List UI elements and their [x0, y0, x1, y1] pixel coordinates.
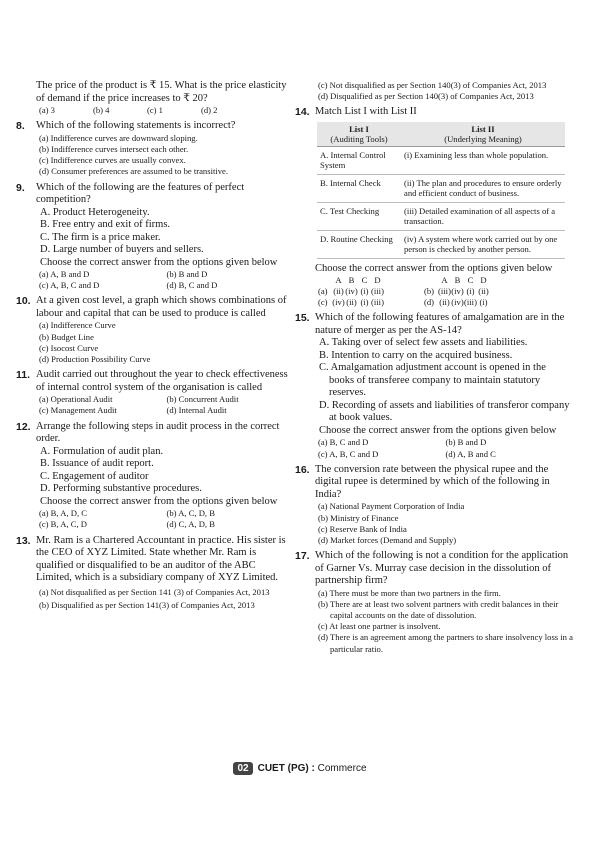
option-d: (d) Production Possibility Curve [39, 354, 151, 365]
option-b: (b) Indifference curves intersect each other. [39, 143, 189, 154]
option-b: (b) A, C, D, B [166, 508, 215, 519]
option-b: (b) Disqualified as per Section 141(3) of Companies Act, 2013 [39, 599, 255, 610]
option-c: (c) Management Audit [39, 405, 117, 416]
subject-label: Commerce [317, 763, 367, 774]
option-b: (b) B and D [445, 437, 487, 448]
option-d: (d) C, A, D, B [166, 519, 215, 530]
statement-b: B. Issuance of audit report. [40, 458, 154, 470]
options [39, 508, 294, 530]
option-d: (d) B, C and D [166, 280, 218, 291]
instruction: Choose the correct answer from the options given below [40, 495, 278, 507]
options [318, 437, 573, 459]
page-number-badge: 02 [233, 762, 252, 775]
question-14 [295, 106, 573, 308]
option-c: (c) Isocost Curve [39, 342, 99, 353]
option-a: (a) 3 [39, 105, 55, 115]
question-number: 17. [295, 550, 310, 563]
question-12 [16, 420, 294, 531]
question-number: 9. [16, 181, 25, 194]
option-d: (d) There is an agreement among the partners to share insolvency loss in a particular ratio. [318, 632, 573, 654]
question-text: The price of the product is ₹ 15. What is the price elasticity of demand if the price increases to ₹ 20? [36, 80, 287, 104]
option-c: (c) 1 [147, 105, 163, 115]
option-d: (d) A, B and C [445, 448, 496, 459]
option-a: (a) B, C and D [318, 437, 369, 448]
option-d: (d) 2 [201, 105, 218, 115]
question-number: 16. [295, 463, 310, 476]
question-text: At a given cost level, a graph which shows combinations of labour and capital that can be used to produce is called [36, 295, 287, 319]
option-a: (a) Operational Audit [39, 394, 113, 405]
option-d: (d) Internal Audit [166, 405, 227, 416]
option-b: (b) 4 [93, 105, 110, 115]
question-number: 10. [16, 295, 31, 308]
statement-d: D. Large number of buyers and sellers. [40, 244, 204, 256]
table-row: D. Routine Checking (iv) A system where work carried out by one person is checked by another person. [317, 230, 565, 258]
question-10 [16, 295, 294, 365]
option-c: (c) Indifference curves are usually convex. [39, 155, 186, 166]
codes-header: A B C D A B C D [335, 275, 487, 286]
option-a: (a) A, B and D [39, 269, 90, 280]
question-text: Which of the following are the features of perfect competition? [36, 181, 245, 206]
question-9 [16, 181, 294, 292]
question-8 [16, 120, 294, 177]
option-b: (b) Concurrent Audit [166, 394, 239, 405]
option-b: (b) There are at least two solvent partners with credit balances in their capital accounts on the date of dissolution. [318, 598, 559, 621]
statement-d: D. Recording of assets and liabilities of transferor company at book values. [319, 399, 570, 424]
option-c: (c) A, B, C and D [318, 448, 379, 459]
answer-codes [318, 275, 573, 308]
option-d: (d) Market forces (Demand and Supply) [318, 534, 457, 545]
question-text: Which of the following statements is incorrect? [36, 120, 236, 132]
question-text: Audit carried out throughout the year to check effectiveness of internal control system of the organisation is called [36, 369, 288, 393]
right-column [295, 80, 573, 659]
instruction: Choose the correct answer from the options given below [319, 424, 557, 436]
codes-row-2: (c) (iv) (ii) (i) (iii) (d) (ii) (iv) (iii) (i) [318, 297, 488, 308]
question-7-continued [36, 80, 294, 116]
question-text: Which of the following features of amalgamation are in the nature of merger as per the AS-14? [315, 312, 565, 336]
statement-b: B. Free entry and exit of firms. [40, 219, 171, 231]
table-row: B. Internal Check (ii) The plan and procedures to ensure orderly and efficient conduct of business. [317, 174, 565, 202]
instruction: Choose the correct answer from the options given below [40, 256, 278, 268]
option-b: (b) [424, 286, 435, 297]
option-a: (a) B, A, D, C [39, 508, 87, 519]
question-13 [16, 534, 294, 611]
question-number: 13. [16, 534, 31, 547]
option-a: (a) Indifference curves are downward sloping. [39, 132, 198, 143]
statement-a: A. Product Heterogeneity. [40, 206, 150, 218]
list-1-header: List I (Auditing Tools) [317, 122, 401, 147]
question-number: 12. [16, 420, 31, 433]
option-c: (c) A, B, C and D [39, 280, 100, 291]
question-text: The conversion rate between the physical rupee and the digital rupee is determined by which of the following in India? [315, 463, 550, 500]
question-text: Which of the following is not a condition for the application of Garner Vs. Murray case decision in the dissolution of partnership firm? [315, 550, 569, 587]
options [39, 105, 294, 116]
option-c: (c) [318, 297, 328, 308]
question-text: Mr. Ram is a Chartered Accountant in practice. His sister is the CEO of XYZ Limited. State whether Mr. Ram is qualified or disqualified to be an auditor of the ABC Limited, which is a subsidiary company of XYZ Limited. [36, 534, 286, 584]
instruction: Choose the correct answer from the options given below [315, 262, 553, 274]
statement-c: C. Engagement of auditor [40, 470, 149, 482]
match-table [317, 122, 565, 259]
question-text: Arrange the following steps in audit process in the correct order. [36, 420, 280, 445]
statement-c: C. Amalgamation adjustment account is opened in the books of transferee company to maintain statutory reserves. [319, 362, 546, 399]
statement-a: A. Formulation of audit plan. [40, 445, 164, 457]
option-a: (a) [318, 286, 328, 297]
option-c: (c) At least one partner is insolvent. [318, 621, 441, 632]
question-number: 8. [16, 120, 25, 133]
question-13-continued [315, 80, 573, 102]
option-b: (b) Ministry of Finance [318, 512, 399, 523]
exam-title: CUET (PG) : [257, 763, 315, 774]
table-row: A. Internal Control System (i) Examining less than whole population. [317, 146, 565, 174]
option-a: (a) Not disqualified as per Section 141 (3) of Companies Act, 2013 [39, 586, 270, 597]
table-row: C. Test Checking (iii) Detailed examination of all aspects of a transaction. [317, 202, 565, 230]
option-a: (a) Indifference Curve [39, 320, 116, 331]
option-c: (c) Reserve Bank of India [318, 523, 407, 534]
option-c: (c) Not disqualified as per Section 140(3) of Companies Act, 2013 [318, 80, 547, 90]
option-d: (d) Disqualified as per Section 140(3) of Companies Act, 2013 [318, 91, 534, 102]
question-number: 14. [295, 106, 310, 119]
option-a: (a) National Payment Corporation of India [318, 501, 465, 512]
list-2-header: List II (Underlying Meaning) [401, 122, 565, 147]
left-column [16, 80, 294, 615]
statement-a: A. Taking over of select few assets and liabilities. [319, 337, 528, 349]
option-a: (a) There must be more than two partners in the firm. [318, 587, 501, 598]
option-c: (c) B, A, C, D [39, 519, 87, 530]
question-15 [295, 312, 573, 459]
option-b: (b) B and D [166, 269, 208, 280]
options [39, 269, 294, 291]
option-d: (d) [424, 297, 435, 308]
statement-b: B. Intention to carry on the acquired business. [319, 349, 513, 361]
statement-c: C. The firm is a price maker. [40, 231, 161, 243]
question-number: 15. [295, 312, 310, 325]
option-b: (b) Budget Line [39, 331, 94, 342]
codes-row-1: (a) (ii) (iv) (i) (iii) (b) (iii) (iv) (i) (ii) [318, 286, 489, 297]
statement-d: D. Performing substantive procedures. [40, 483, 202, 495]
question-number: 11. [16, 369, 31, 382]
question-11 [16, 369, 294, 416]
page-footer [0, 762, 600, 775]
question-text: Match List I with List II [315, 106, 417, 118]
question-17 [295, 550, 573, 655]
options [39, 394, 294, 416]
question-16 [295, 463, 573, 546]
option-d: (d) Consumer preferences are assumed to be transitive. [39, 166, 228, 177]
